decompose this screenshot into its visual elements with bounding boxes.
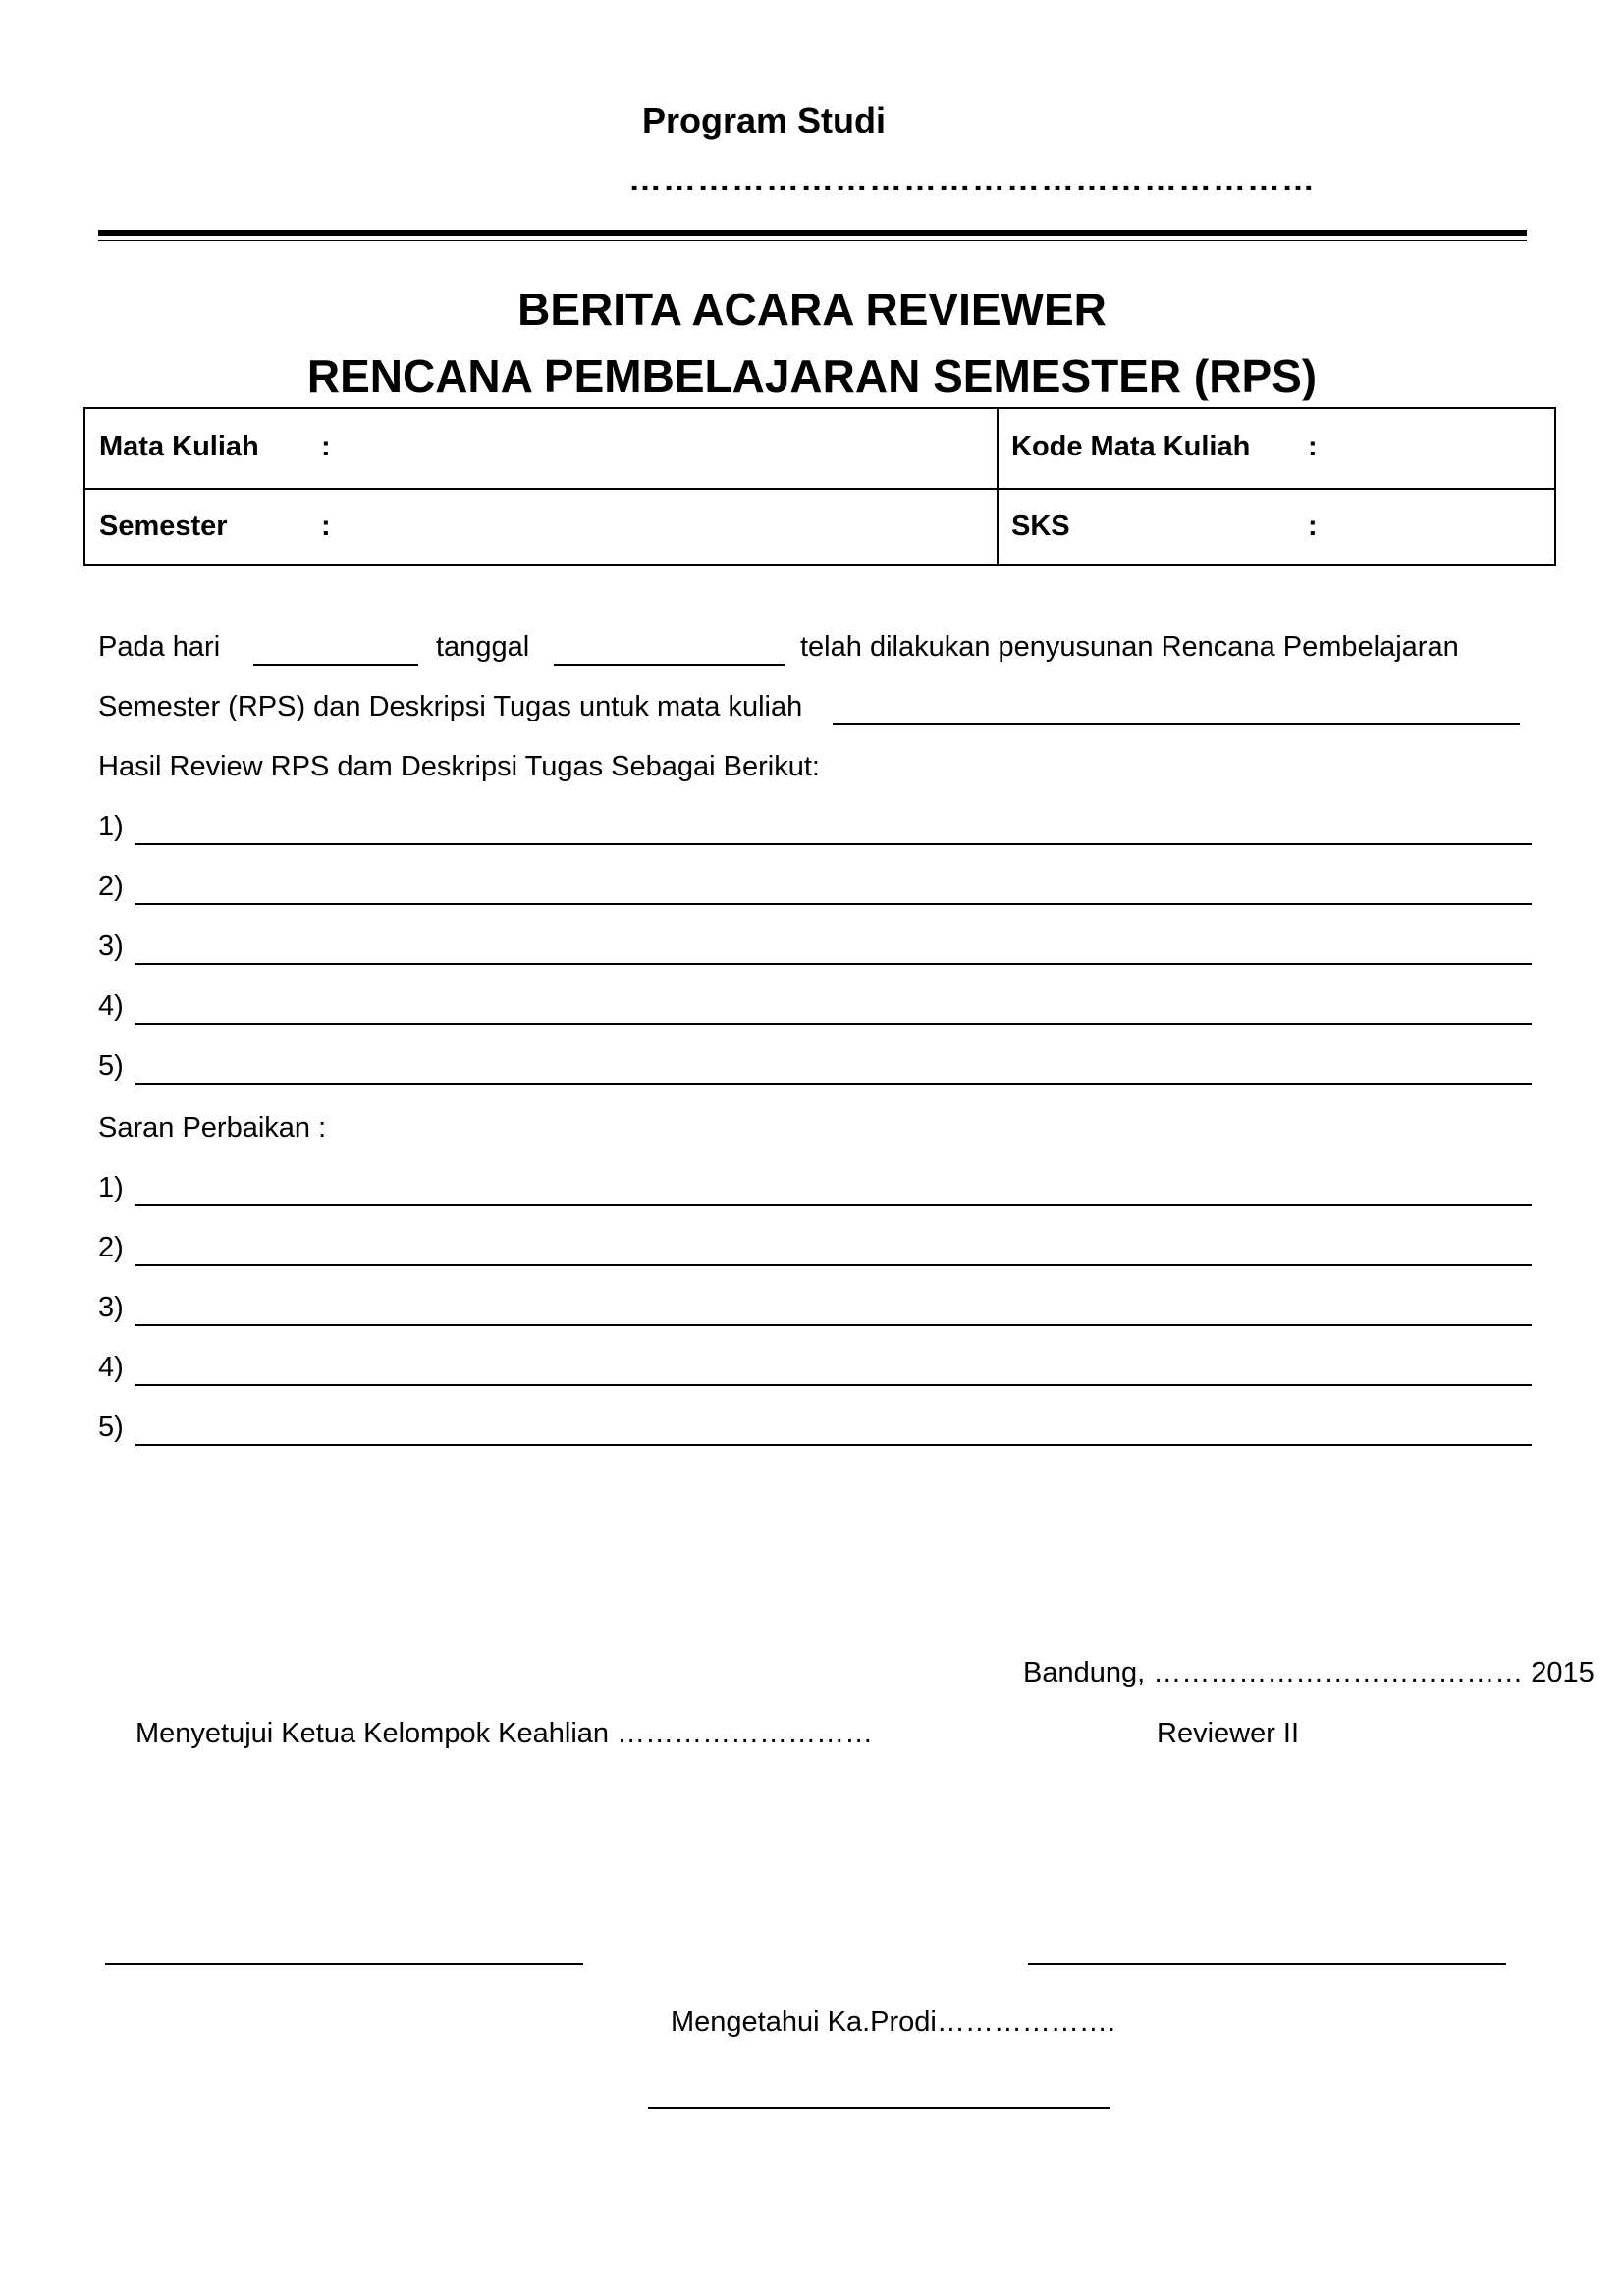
table-row-divider: [85, 488, 1554, 490]
header-rule-thick: [98, 230, 1527, 236]
review-number: 4): [98, 990, 124, 1022]
saran-line[interactable]: [98, 1172, 1532, 1211]
review-number: 1): [98, 811, 124, 842]
kode-mata-kuliah-colon: :: [1308, 431, 1318, 462]
review-number: 5): [98, 1050, 124, 1082]
saran-blank: [135, 1204, 1532, 1206]
mata-kuliah-colon: :: [321, 431, 331, 462]
sks-colon: :: [1308, 510, 1318, 542]
signature-line-kaprodi[interactable]: [648, 2107, 1110, 2109]
menyetujui-text: Menyetujui Ketua Kelompok Keahlian ………………………: [135, 1718, 874, 1749]
saran-blank: [135, 1384, 1532, 1386]
document-title-line2: RENCANA PEMBELAJARAN SEMESTER (RPS): [306, 350, 1318, 401]
review-line[interactable]: [98, 811, 1532, 850]
tanggal-text: tanggal: [436, 631, 530, 663]
mata-kuliah-label: Mata Kuliah: [99, 431, 259, 462]
review-blank: [135, 1023, 1532, 1025]
review-line[interactable]: [98, 990, 1532, 1030]
program-studi-dots: ……………………………………………………: [628, 161, 1316, 198]
review-blank: [135, 903, 1532, 905]
review-blank: [135, 963, 1532, 965]
saran-blank: [135, 1324, 1532, 1326]
semester-label: Semester: [99, 510, 228, 542]
saran-blank: [135, 1264, 1532, 1266]
saran-number: 3): [98, 1292, 124, 1323]
semester-colon: :: [321, 510, 331, 542]
review-number: 3): [98, 931, 124, 962]
saran-number: 2): [98, 1232, 124, 1263]
saran-line[interactable]: [98, 1352, 1532, 1391]
semester-rps-text: Semester (RPS) dan Deskripsi Tugas untuk mata kuliah: [98, 691, 803, 722]
course-info-table: [83, 407, 1556, 566]
mata-kuliah-blank[interactable]: [833, 723, 1520, 725]
saran-line[interactable]: [98, 1232, 1532, 1271]
place-date-text: Bandung, ………………………………… 2015: [1023, 1657, 1595, 1688]
saran-number: 5): [98, 1412, 124, 1443]
saran-perbaikan-heading: Saran Perbaikan :: [98, 1112, 327, 1144]
signature-line-reviewer[interactable]: [1028, 1963, 1506, 1965]
saran-line[interactable]: [98, 1412, 1532, 1451]
hasil-review-heading: Hasil Review RPS dam Deskripsi Tugas Sebagai Berikut:: [98, 751, 820, 782]
reviewer-label: Reviewer II: [1157, 1718, 1300, 1749]
kode-mata-kuliah-label: Kode Mata Kuliah: [1011, 431, 1251, 462]
document-title-line1: BERITA ACARA REVIEWER: [517, 284, 1107, 335]
review-blank: [135, 1083, 1532, 1085]
review-number: 2): [98, 871, 124, 902]
saran-line[interactable]: [98, 1292, 1532, 1331]
saran-blank: [135, 1444, 1532, 1446]
tanggal-blank[interactable]: [554, 664, 785, 666]
review-line[interactable]: [98, 931, 1532, 970]
signature-line-ketua-kk[interactable]: [105, 1963, 583, 1965]
program-studi-label: Program Studi: [641, 100, 887, 140]
review-blank: [135, 843, 1532, 845]
saran-number: 1): [98, 1172, 124, 1203]
mengetahui-text: Mengetahui Ka.Prodi……………….: [671, 2006, 1115, 2038]
telah-dilakukan-text: telah dilakukan penyusunan Rencana Pembelajaran: [800, 631, 1459, 663]
review-line[interactable]: [98, 871, 1532, 910]
saran-number: 4): [98, 1352, 124, 1383]
sks-label: SKS: [1011, 510, 1070, 542]
pada-hari-text: Pada hari: [98, 631, 221, 663]
review-line[interactable]: [98, 1050, 1532, 1090]
hari-blank[interactable]: [253, 664, 418, 666]
table-column-divider: [997, 409, 999, 564]
header-rule-thin: [98, 240, 1527, 241]
